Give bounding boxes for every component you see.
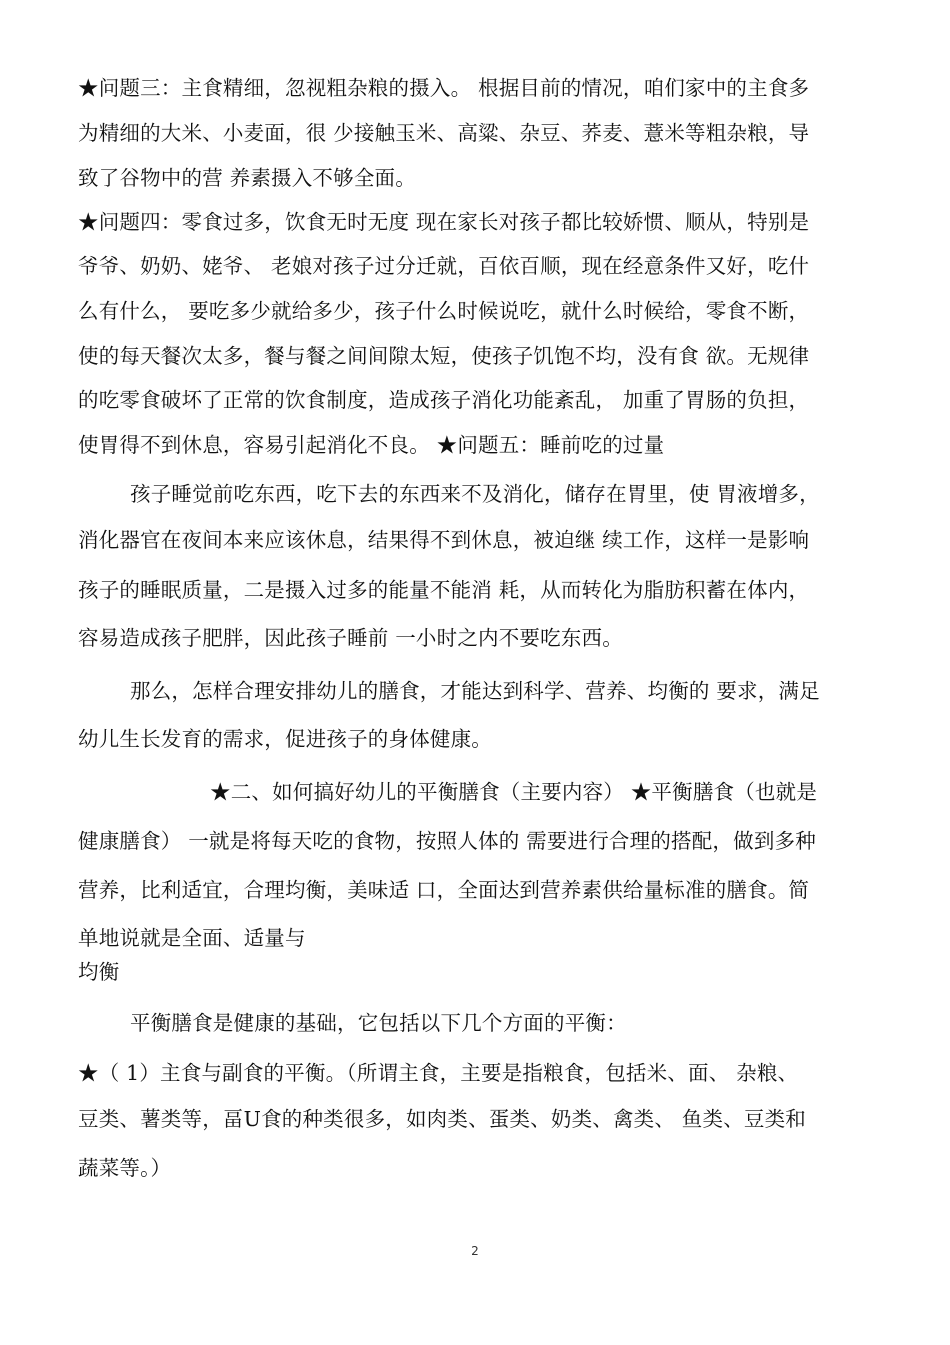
text-line: 的吃零食破坏了正常的饮食制度，造成孩子消化功能紊乱， 加重了胃肠的负担， — [78, 388, 810, 412]
text-line: 营养，比利适宜，合理均衡，美味适 口，全面达到营养素供给量标准的膳食。简 — [78, 878, 810, 902]
text-line: ★问题三：主食精细，忽视粗杂粮的摄入。 根据目前的情况，咱们家中的主食多 — [78, 76, 810, 100]
text-line: 豆类、薯类等，畐U食的种类很多，如肉类、蛋类、奶类、禽类、 鱼类、豆类和 — [78, 1107, 806, 1131]
text-line: ★（ 1）主食与副食的平衡。（所谓主食，主要是指粮食，包括米、面、 杂粮、 — [78, 1061, 799, 1085]
text-line: 孩子睡觉前吃东西，吃下去的东西来不及消化，储存在胃里，使 胃液增多， — [130, 482, 820, 506]
text-line: 容易造成孩子肥胖，因此孩子睡前 一小时之内不要吃东西。 — [78, 626, 623, 650]
text-line: 爷爷、奶奶、姥爷、 老娘对孩子过分迁就，百依百顺，现在经意条件又好，吃什 — [78, 254, 810, 278]
text-line: ★问题四：零食过多，饮食无时无度 现在家长对孩子都比较娇惯、顺从，特别是 — [78, 210, 810, 234]
text-line: 使的每天餐次太多，餐与餐之间间隙太短，使孩子饥饱不均，没有食 欲。无规律 — [78, 344, 810, 368]
text-line: 健康膳食） 一就是将每天吃的食物，按照人体的 需要进行合理的搭配，做到多种 — [78, 829, 816, 853]
text-line: 均衡 — [78, 960, 120, 984]
text-line: 么有什么， 要吃多少就给多少，孩子什么时候说吃，就什么时候给，零食不断， — [78, 299, 810, 323]
text-line: 平衡膳食是健康的基础，它包括以下几个方面的平衡： — [130, 1011, 627, 1035]
section-heading: ★二、如何搞好幼儿的平衡膳食（主要内容） ★平衡膳食（也就是 — [210, 780, 818, 804]
page-number: 2 — [471, 1244, 479, 1258]
text-line: 蔬菜等。） — [78, 1156, 172, 1180]
text-line: 单地说就是全面、适量与 — [78, 926, 306, 950]
text-line: 那么，怎样合理安排幼儿的膳食，才能达到科学、营养、均衡的 要求，满足 — [130, 679, 820, 703]
text-line: 消化器官在夜间本来应该休息，结果得不到休息，被迫继 续工作，这样一是影响 — [78, 528, 810, 552]
text-line: 幼儿生长发育的需求，促进孩子的身体健康。 — [78, 727, 492, 751]
text-line: 致了谷物中的营 养素摄入不够全面。 — [78, 166, 416, 190]
text-line: 使胃得不到休息，容易引起消化不良。 ★问题五：睡前吃的过量 — [78, 433, 665, 457]
text-line: 为精细的大米、小麦面，很 少接触玉米、高粱、杂豆、荞麦、薏米等粗杂粮，导 — [78, 121, 810, 145]
text-line: 孩子的睡眠质量，二是摄入过多的能量不能消 耗，从而转化为脂肪积蓄在体内， — [78, 578, 810, 602]
